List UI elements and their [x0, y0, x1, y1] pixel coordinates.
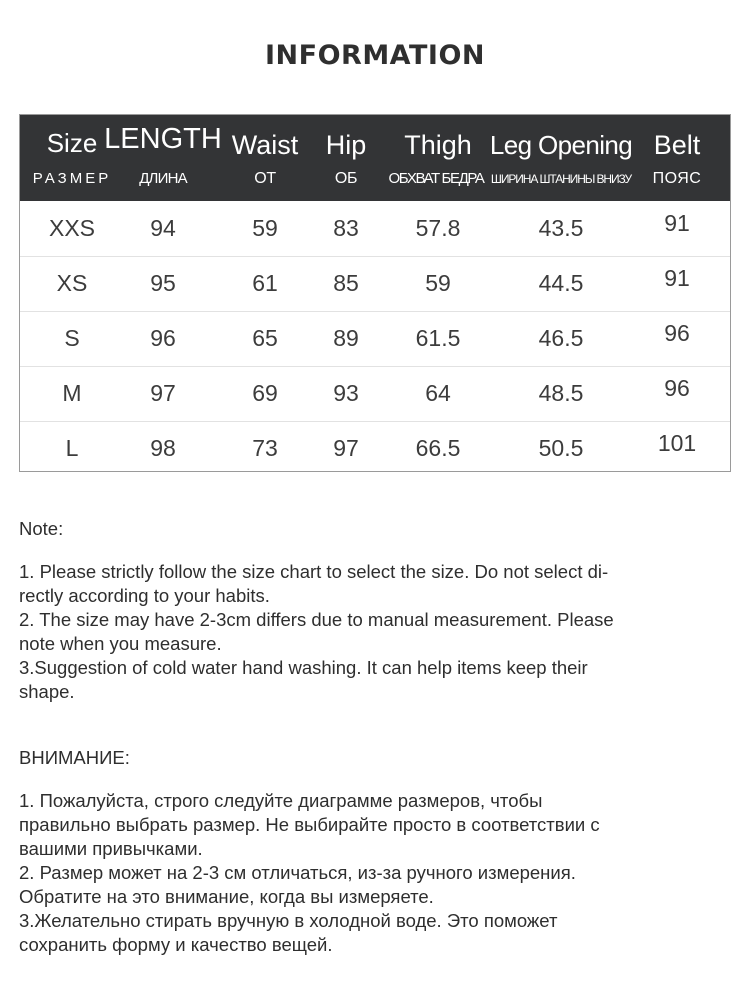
header-hip-en: Hip — [325, 130, 367, 160]
note-list-ru — [19, 789, 731, 957]
cell-waist: 65 — [252, 325, 278, 351]
cell-leg-opening: 44.5 — [538, 270, 584, 296]
note-line: rectly according to your habits. — [19, 585, 270, 606]
header-belt-ru: ПОЯС — [652, 170, 702, 187]
note-line: вашими привычками. — [19, 838, 203, 859]
cell-size: M — [62, 380, 82, 406]
table-row — [20, 421, 730, 476]
header-thigh-ru: ОБХВАТ БЕДРА — [388, 170, 484, 187]
note-line: сохранить форму и качество вещей. — [19, 934, 333, 955]
cell-belt: 101 — [657, 430, 697, 456]
note-line: 1. Пожалуйста, строго следуйте диаграмме размеров, чтобы — [19, 790, 543, 811]
cell-thigh: 57.8 — [415, 215, 461, 241]
cell-waist: 61 — [252, 270, 278, 296]
table-row — [20, 311, 730, 367]
note-heading-en — [19, 517, 731, 541]
cell-leg-opening: 50.5 — [538, 435, 584, 461]
note-line: 1. Please strictly follow the size chart to select the size. Do not select di- — [19, 561, 609, 582]
cell-belt: 91 — [664, 210, 690, 236]
cell-hip: 97 — [333, 435, 359, 461]
cell-hip: 85 — [333, 270, 359, 296]
cell-length: 94 — [150, 215, 176, 241]
cell-hip: 89 — [333, 325, 359, 351]
cell-size: XXS — [48, 215, 96, 241]
header-leg-opening-ru: ШИРИНА ШТАНИНЫ ВНИЗУ — [490, 172, 632, 186]
cell-thigh: 66.5 — [415, 435, 461, 461]
note-line: 2. The size may have 2-3cm differs due to manual measurement. Please — [19, 609, 614, 630]
cell-waist: 59 — [252, 215, 278, 241]
note-line: Обратите на это внимание, когда вы измеряете. — [19, 886, 434, 907]
header-hip-ru: ОБ — [334, 170, 358, 187]
table-row — [20, 366, 730, 422]
cell-size: L — [65, 435, 79, 461]
header-leg-opening-en: Leg Opening — [489, 130, 633, 160]
header-waist-en: Waist — [231, 130, 299, 160]
header-length-ru: ДЛИНА — [139, 170, 187, 187]
cell-leg-opening: 43.5 — [538, 215, 584, 241]
cell-belt: 91 — [664, 265, 690, 291]
size-chart-header — [20, 115, 730, 201]
cell-thigh: 59 — [425, 270, 451, 296]
cell-length: 98 — [150, 435, 176, 461]
note-line: shape. — [19, 681, 75, 702]
header-size-en: Size — [46, 128, 98, 158]
cell-belt: 96 — [664, 375, 690, 401]
cell-belt: 96 — [664, 320, 690, 346]
page-title: INFORMATION — [264, 40, 485, 71]
cell-hip: 83 — [333, 215, 359, 241]
cell-length: 95 — [150, 270, 176, 296]
note-list-en — [19, 560, 731, 704]
note-line: 2. Размер может на 2-3 см отличаться, из-за ручного измерения. — [19, 862, 576, 883]
cell-leg-opening: 48.5 — [538, 380, 584, 406]
cell-length: 96 — [150, 325, 176, 351]
note-line: 3.Желательно стирать вручную в холодной воде. Это поможет — [19, 910, 558, 931]
header-length-en: LENGTH — [104, 123, 222, 155]
cell-waist: 73 — [252, 435, 278, 461]
cell-waist: 69 — [252, 380, 278, 406]
cell-thigh: 64 — [425, 380, 451, 406]
header-thigh-en: Thigh — [404, 130, 472, 160]
note-line: note when you measure. — [19, 633, 222, 654]
note-heading: Note: — [19, 518, 64, 539]
header-size-ru: РАЗМЕР — [32, 170, 112, 187]
note-heading-ru — [19, 746, 731, 770]
note-line: правильно выбрать размер. Не выбирайте просто в соответствии с — [19, 814, 600, 835]
note-heading: ВНИМАНИЕ: — [19, 747, 130, 768]
size-chart-table — [19, 114, 731, 472]
cell-length: 97 — [150, 380, 176, 406]
note-line: 3.Suggestion of cold water hand washing. It can help items keep their — [19, 657, 588, 678]
header-waist-ru: ОТ — [254, 170, 276, 187]
cell-leg-opening: 46.5 — [538, 325, 584, 351]
cell-thigh: 61.5 — [415, 325, 461, 351]
cell-size: XS — [56, 270, 88, 296]
table-row — [20, 256, 730, 312]
header-belt-en: Belt — [653, 130, 701, 160]
cell-size: S — [64, 325, 80, 351]
cell-hip: 93 — [333, 380, 359, 406]
table-row — [20, 201, 730, 257]
